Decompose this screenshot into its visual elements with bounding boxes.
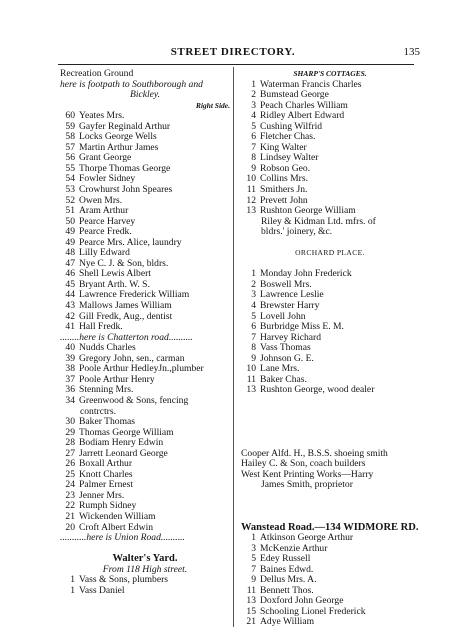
directory-entry — [60, 501, 230, 512]
directory-entry — [60, 312, 230, 323]
house-number: 9 — [251, 353, 256, 364]
house-number: 1 — [251, 79, 256, 90]
entry-text: West Kent Printing Works—Harry — [241, 469, 374, 480]
entry-text: Right Side. — [195, 100, 230, 110]
section-heading — [60, 554, 230, 565]
directory-entry — [60, 364, 230, 375]
entry-text: Gill Fredk, Aug., dentist — [79, 311, 173, 322]
spacer — [241, 438, 419, 449]
entry-text: Walter's Yard. — [112, 554, 178, 565]
directory-entry — [241, 164, 419, 175]
house-number: 39 — [65, 353, 75, 364]
entry-text: Baines Edwd. — [260, 564, 314, 575]
house-number: 43 — [65, 301, 75, 312]
entry-text: contrctrs. — [80, 406, 116, 417]
house-number: 49 — [65, 237, 75, 248]
house-number: 59 — [65, 121, 75, 132]
entry-text: Brewster Harry — [260, 301, 320, 312]
entry-text: Bumstead George — [260, 90, 329, 101]
house-number: 54 — [65, 174, 75, 185]
spacer — [241, 417, 419, 428]
entry-text: Harvey Richard — [260, 332, 322, 343]
entry-text: ORCHARD PLACE. — [295, 248, 365, 258]
house-number: 40 — [65, 343, 75, 354]
directory-line — [60, 69, 230, 80]
spacer — [241, 428, 419, 439]
directory-entry — [241, 385, 419, 396]
directory-entry — [241, 586, 419, 597]
entry-text: Robson Geo. — [260, 163, 311, 174]
directory-entry — [60, 480, 230, 491]
street-note — [60, 333, 230, 344]
entry-text: Atkinson George Arthur — [260, 533, 354, 544]
house-number: 30 — [65, 417, 75, 428]
house-number: 27 — [65, 448, 75, 459]
entry-text: Hall Fredk. — [79, 322, 123, 333]
directory-entry — [241, 290, 419, 301]
directory-entry — [241, 343, 419, 354]
house-number: 42 — [65, 311, 75, 322]
entry-text: Jenner Mrs. — [79, 490, 125, 501]
street-note — [60, 533, 230, 544]
entry-text: Nudds Charles — [79, 343, 136, 354]
directory-entry — [60, 132, 230, 143]
entry-text: Smithers Jn. — [260, 185, 308, 196]
house-number: 6 — [251, 322, 256, 333]
entry-text: Lawrence Frederick William — [79, 290, 190, 301]
house-number: 60 — [65, 111, 75, 122]
house-number: 22 — [65, 501, 75, 512]
street-note — [60, 565, 230, 576]
house-number: 6 — [251, 132, 256, 143]
entry-text: Waterman Francis Charles — [260, 79, 362, 90]
house-number: 47 — [65, 258, 75, 269]
house-number: 41 — [65, 322, 75, 333]
section-heading — [241, 248, 419, 259]
house-number: 34 — [65, 395, 75, 406]
house-number: 45 — [65, 279, 75, 290]
directory-line — [241, 449, 419, 460]
entry-text: Pearce Harvey — [79, 216, 136, 227]
directory-entry — [241, 143, 419, 154]
house-number: 37 — [65, 374, 75, 385]
directory-entry — [241, 544, 419, 555]
entry-text: Shell Lewis Albert — [79, 269, 151, 280]
directory-entry — [60, 438, 230, 449]
directory-entry — [60, 122, 230, 133]
entry-text: Peach Charles William — [260, 100, 348, 111]
directory-entry — [241, 206, 419, 217]
directory-entry — [241, 375, 419, 386]
directory-line — [241, 470, 419, 481]
house-number: 5 — [251, 311, 256, 322]
entry-text: Jarrett Leonard George — [79, 448, 168, 459]
entry-text: Boswell Mrs. — [260, 279, 312, 290]
spacer — [241, 512, 419, 523]
header-rule — [58, 64, 414, 65]
directory-entry — [241, 101, 419, 112]
entry-text: Nye C. J. & Son, bldrs. — [79, 258, 169, 269]
entry-text: Cushing Wilfrid — [260, 121, 323, 132]
house-number: 57 — [65, 142, 75, 153]
entry-text: Vass Daniel — [79, 585, 125, 596]
directory-entry — [60, 259, 230, 270]
page-header — [0, 46, 466, 60]
directory-entry — [241, 185, 419, 196]
directory-entry — [60, 459, 230, 470]
house-number: 13 — [246, 596, 256, 607]
directory-entry — [241, 269, 419, 280]
page-title: STREET DIRECTORY. — [170, 46, 296, 58]
entry-text: Baker Chas. — [260, 374, 307, 385]
house-number: 36 — [65, 385, 75, 396]
house-number: 11 — [246, 185, 256, 196]
house-number: 2 — [251, 279, 256, 290]
spacer — [241, 407, 419, 418]
entry-text: ........here is Chatterton road.......... — [60, 332, 193, 343]
directory-entry — [60, 164, 230, 175]
house-number: 8 — [251, 153, 256, 164]
entry-text: Ridley Albert Edward — [260, 111, 345, 122]
house-number: 8 — [251, 343, 256, 354]
entry-text: Poole Arthur HedleyJn.,plumber — [79, 364, 204, 375]
directory-entry — [60, 586, 230, 597]
directory-entry — [241, 322, 419, 333]
directory-entry — [241, 80, 419, 91]
house-number: 21 — [65, 511, 75, 522]
house-number: 11 — [246, 585, 256, 596]
entry-text: Dellus Mrs. A. — [260, 575, 317, 586]
right-column — [241, 69, 419, 628]
street-note — [60, 90, 230, 101]
directory-entry — [241, 301, 419, 312]
entry-text: Thomas George William — [79, 427, 174, 438]
house-number: 52 — [65, 195, 75, 206]
entry-text: Collins Mrs. — [260, 174, 308, 185]
entry-text: Gayfer Reginald Arthur — [79, 121, 171, 132]
entry-text: Knott Charles — [79, 469, 133, 480]
directory-entry — [60, 185, 230, 196]
directory-entry — [60, 217, 230, 228]
spacer — [241, 501, 419, 512]
entry-text: Gregory John, sen., carman — [79, 353, 185, 364]
directory-entry — [60, 269, 230, 280]
directory-entry — [60, 491, 230, 502]
house-number: 13 — [246, 206, 256, 217]
entry-text: Yeates Mrs. — [79, 111, 125, 122]
entry-text: Stenning Mrs. — [79, 385, 134, 396]
entry-text: Croft Albert Edwin — [79, 522, 154, 533]
directory-entry — [60, 343, 230, 354]
directory-line — [241, 459, 419, 470]
entry-text: From 118 High street. — [102, 564, 188, 575]
entry-text: here is footpath to Southborough and — [60, 79, 203, 90]
entry-text: James Smith, proprietor — [261, 480, 353, 491]
house-number: 3 — [251, 543, 256, 554]
house-number: 10 — [246, 364, 256, 375]
directory-entry — [60, 449, 230, 460]
entry-text: Lilly Edward — [79, 248, 130, 259]
directory-entry — [60, 196, 230, 207]
house-number: 21 — [246, 617, 256, 628]
house-number: 3 — [251, 290, 256, 301]
entry-text: Wanstead Road.—134 WIDMORE RD. — [241, 522, 419, 533]
directory-entry — [241, 575, 419, 586]
house-number: 10 — [246, 174, 256, 185]
house-number: 26 — [65, 459, 75, 470]
house-number: 38 — [65, 364, 75, 375]
directory-entry — [60, 470, 230, 481]
house-number: 2 — [251, 90, 256, 101]
house-number: 56 — [65, 153, 75, 164]
entry-text: Adye William — [260, 617, 315, 628]
directory-entry — [60, 301, 230, 312]
house-number: 58 — [65, 132, 75, 143]
directory-entry — [241, 111, 419, 122]
entry-text: Vass Thomas — [260, 343, 311, 354]
entry-text: Martin Arthur James — [79, 142, 159, 153]
house-number: 13 — [246, 385, 256, 396]
continuation-line — [60, 407, 230, 418]
directory-entry — [60, 143, 230, 154]
spacer — [241, 491, 419, 502]
directory-entry — [241, 354, 419, 365]
entry-text: Bryant Arth. W. S. — [79, 279, 150, 290]
entry-text: SHARP'S COTTAGES. — [293, 69, 367, 78]
directory-entry — [60, 575, 230, 586]
directory-entry — [60, 396, 230, 407]
house-number: 1 — [251, 269, 256, 280]
entry-text: Burbridge Miss E. M. — [260, 322, 344, 333]
directory-entry — [60, 385, 230, 396]
house-number: 4 — [251, 301, 256, 312]
house-number: 48 — [65, 248, 75, 259]
directory-entry — [241, 90, 419, 101]
directory-entry — [241, 565, 419, 576]
directory-entry — [60, 523, 230, 534]
directory-entry — [60, 174, 230, 185]
entry-text: Rushton George William — [260, 206, 356, 217]
house-number: 7 — [251, 564, 256, 575]
directory-entry — [241, 533, 419, 544]
entry-text: Pearce Fredk. — [79, 227, 132, 238]
directory-entry — [241, 364, 419, 375]
directory-entry — [241, 312, 419, 323]
directory-entry — [60, 512, 230, 523]
entry-text: Riley & Kidman Ltd. mfrs. of — [261, 216, 376, 227]
entry-text: Johnson G. E. — [260, 353, 314, 364]
house-number: 49 — [65, 227, 75, 238]
entry-text: Owen Mrs. — [79, 195, 123, 206]
entry-text: Locks George Wells — [79, 132, 157, 143]
directory-entry — [60, 206, 230, 217]
house-number: 23 — [65, 490, 75, 501]
directory-entry — [241, 196, 419, 207]
house-number: 46 — [65, 269, 75, 280]
directory-entry — [241, 132, 419, 143]
entry-text: Poole Arthur Henry — [79, 374, 155, 385]
entry-text: Edey Russell — [260, 554, 311, 565]
house-number: 29 — [65, 427, 75, 438]
house-number: 1 — [70, 585, 75, 596]
directory-entry — [241, 174, 419, 185]
street-note — [60, 80, 230, 91]
spacer — [241, 238, 419, 249]
directory-entry — [60, 417, 230, 428]
entry-text: McKenzie Arthur — [260, 543, 328, 554]
entry-text: Hailey C. & Son, coach builders — [241, 459, 366, 470]
house-number: 9 — [251, 163, 256, 174]
house-number: 55 — [65, 163, 75, 174]
continuation-line — [241, 480, 419, 491]
house-number: 15 — [246, 606, 256, 617]
house-number: 51 — [65, 206, 75, 217]
entry-text: Vass & Sons, plumbers — [79, 575, 169, 586]
directory-entry — [60, 227, 230, 238]
house-number: 1 — [70, 575, 75, 586]
entry-text: Baker Thomas — [79, 417, 136, 428]
entry-text: Lane Mrs. — [260, 364, 300, 375]
entry-text: Bickley. — [129, 90, 161, 101]
entry-text: Greenwood & Sons, fencing — [79, 395, 189, 406]
entry-text: Rushton George, wood dealer — [260, 385, 375, 396]
house-number: 11 — [246, 374, 256, 385]
house-number: 50 — [65, 216, 75, 227]
entry-text: Pearce Mrs. Alice, laundry — [79, 237, 182, 248]
house-number: 9 — [251, 575, 256, 586]
house-number: 28 — [65, 438, 75, 449]
house-number: 1 — [251, 533, 256, 544]
entry-text: Prevett John — [260, 195, 308, 206]
house-number: 12 — [246, 195, 256, 206]
directory-entry — [60, 248, 230, 259]
house-number: 3 — [251, 100, 256, 111]
house-number: 25 — [65, 469, 75, 480]
house-number: 5 — [251, 121, 256, 132]
house-number: 7 — [251, 142, 256, 153]
entry-text: Aram Arthur — [79, 206, 129, 217]
entry-text: Lawrence Leslie — [260, 290, 324, 301]
entry-text: Grant George — [79, 153, 132, 164]
house-number: 20 — [65, 522, 75, 533]
entry-text: Schooling Lionel Frederick — [260, 606, 366, 617]
directory-entry — [60, 238, 230, 249]
entry-text: Boxall Arthur — [79, 459, 133, 470]
entry-text: Mallows James William — [79, 301, 172, 312]
page-number: 135 — [403, 46, 420, 58]
entry-text: Bodiam Henry Edwin — [79, 438, 164, 449]
house-number: 24 — [65, 480, 75, 491]
directory-entry — [60, 428, 230, 439]
directory-entry — [60, 111, 230, 122]
spacer — [241, 396, 419, 407]
entry-text: Lovell John — [260, 311, 306, 322]
directory-entry — [241, 596, 419, 607]
entry-text: ...........here is Union Road.......... — [60, 533, 185, 544]
directory-entry — [241, 153, 419, 164]
entry-text: King Walter — [260, 142, 307, 153]
house-number: 5 — [251, 554, 256, 565]
spacer — [60, 544, 230, 555]
entry-text: Bennett Thos. — [260, 585, 314, 596]
side-label — [60, 101, 230, 112]
column-divider — [233, 67, 234, 627]
directory-entry — [60, 153, 230, 164]
directory-entry — [60, 354, 230, 365]
directory-entry — [60, 280, 230, 291]
entry-text: Palmer Ernest — [79, 480, 134, 491]
section-heading — [241, 523, 419, 534]
entry-text: bldrs.' joinery, &c. — [261, 227, 333, 238]
entry-text: Doxford John George — [260, 596, 344, 607]
entry-text: Crowhurst John Speares — [79, 185, 173, 196]
entry-text: Wickenden William — [79, 511, 156, 522]
entry-text: Cooper Alfd. H., B.S.S. shoeing smith — [241, 448, 388, 459]
directory-entry — [241, 607, 419, 618]
directory-entry — [241, 554, 419, 565]
entry-text: Lindsey Walter — [260, 153, 319, 164]
directory-entry — [241, 122, 419, 133]
entry-text: Recreation Ground — [60, 69, 134, 79]
directory-entry — [60, 290, 230, 301]
section-heading — [241, 69, 419, 80]
entry-text: Fletcher Chas. — [260, 132, 316, 143]
directory-entry — [241, 280, 419, 291]
spacer — [241, 259, 419, 270]
left-column — [60, 69, 230, 596]
house-number: 7 — [251, 332, 256, 343]
house-number: 4 — [251, 111, 256, 122]
entry-text: Rumph Sidney — [79, 501, 137, 512]
directory-entry — [60, 375, 230, 386]
directory-entry — [241, 617, 419, 628]
entry-text: Fowler Sidney — [79, 174, 136, 185]
entry-text: Thorpe Thomas George — [79, 163, 171, 174]
directory-entry — [60, 322, 230, 333]
continuation-line — [241, 217, 419, 228]
house-number: 53 — [65, 185, 75, 196]
continuation-line — [241, 227, 419, 238]
directory-entry — [241, 333, 419, 344]
entry-text: Monday John Frederick — [260, 269, 352, 280]
house-number: 44 — [65, 290, 75, 301]
